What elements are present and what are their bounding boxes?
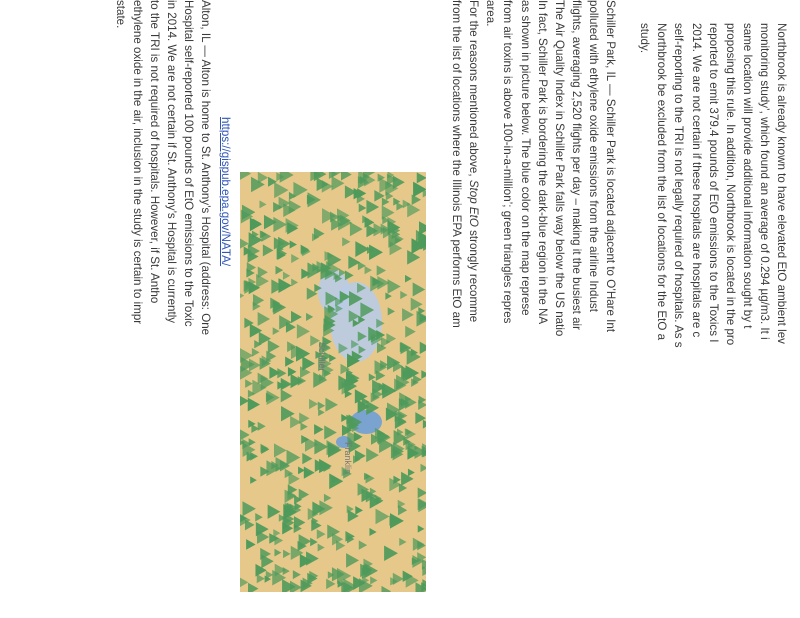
intro-line: Northbrook be excluded from the list of locations for the EtO a [655, 23, 669, 341]
map-label-schiller: Schiller [317, 342, 327, 372]
map-image [240, 172, 426, 592]
nata-map-link[interactable]: https://gispub.epa.gov/NATA/ [219, 117, 232, 267]
intro-line: 2014. We are not certain if these hospitals are hospitals are c [689, 23, 703, 338]
item-3-line: in 2014. We are not certain if St. Anthony’s Hospital is currently [164, 0, 178, 324]
item-3-paragraph [111, 0, 214, 335]
item-3-line: to the TRI is not required of hospitals. However, if St. Antho [147, 0, 161, 304]
item-2-line: from air toxins is above 100-in-a-million’; green triangles repres [501, 0, 515, 324]
item-2-line: as shown in picture below. The blue color on the map represe [518, 0, 532, 316]
map-label-franklin: Franklin [343, 442, 353, 475]
item-3-line: Hospital self-reported 100 pounds of EtO emissions to the Toxic [181, 0, 195, 327]
intro-paragraph [636, 23, 790, 348]
item-2-line: polluted with ethylene oxide emissions from the airline Indust [586, 0, 600, 312]
rotated-document-content [70, 0, 790, 618]
intro-line: Northbrook is already known to have elevated EtO ambient lev [775, 23, 788, 344]
intro-line: self-reporting to the TRI is not legally required of hospitals. As s [672, 23, 686, 348]
item-3-line: state. [113, 0, 127, 29]
intro-line: study. [638, 23, 652, 54]
item-2-paragraph [448, 0, 619, 336]
item-2-line: In fact, Schiller Park is bordering the dark-blue region in the NA [535, 0, 549, 325]
item-2-line: flights, averaging 2,520 flights per day – making it the busiest air [569, 0, 583, 330]
intro-line: reported to emit 379.4 pounds of EtO emissions to the Toxics I [706, 23, 720, 343]
item-2-line: Schiller Park, IL — Schiller Park is located adjacent to O’Hare Int [604, 0, 617, 333]
item-2-line: For the reasons mentioned above, Stop EtO strongly recomme [467, 0, 481, 323]
nata-risk-map [240, 172, 426, 592]
item-2-line: The Air Quality Index in Schiller Park falls way below the US natio [552, 0, 566, 337]
intro-line: proposing this rule. In addition, Northbrook is located in the pro [723, 23, 737, 346]
item-2-line: area. [484, 0, 498, 27]
item-2-line: from the list of locations where the Illinois EPA performs EtO am [450, 0, 464, 328]
item-3-line: ethylene oxide in the air, inclusion in the study is certain to impr [130, 0, 144, 325]
item-3-line: Alton, IL — Alton is home to St. Anthony’s Hospital (address: One [199, 0, 212, 336]
intro-line: monitoring study’, which found an average of 0.294 µg/m3. It i [757, 23, 771, 340]
intro-line: same location will provide additional information sought by t [740, 23, 754, 329]
